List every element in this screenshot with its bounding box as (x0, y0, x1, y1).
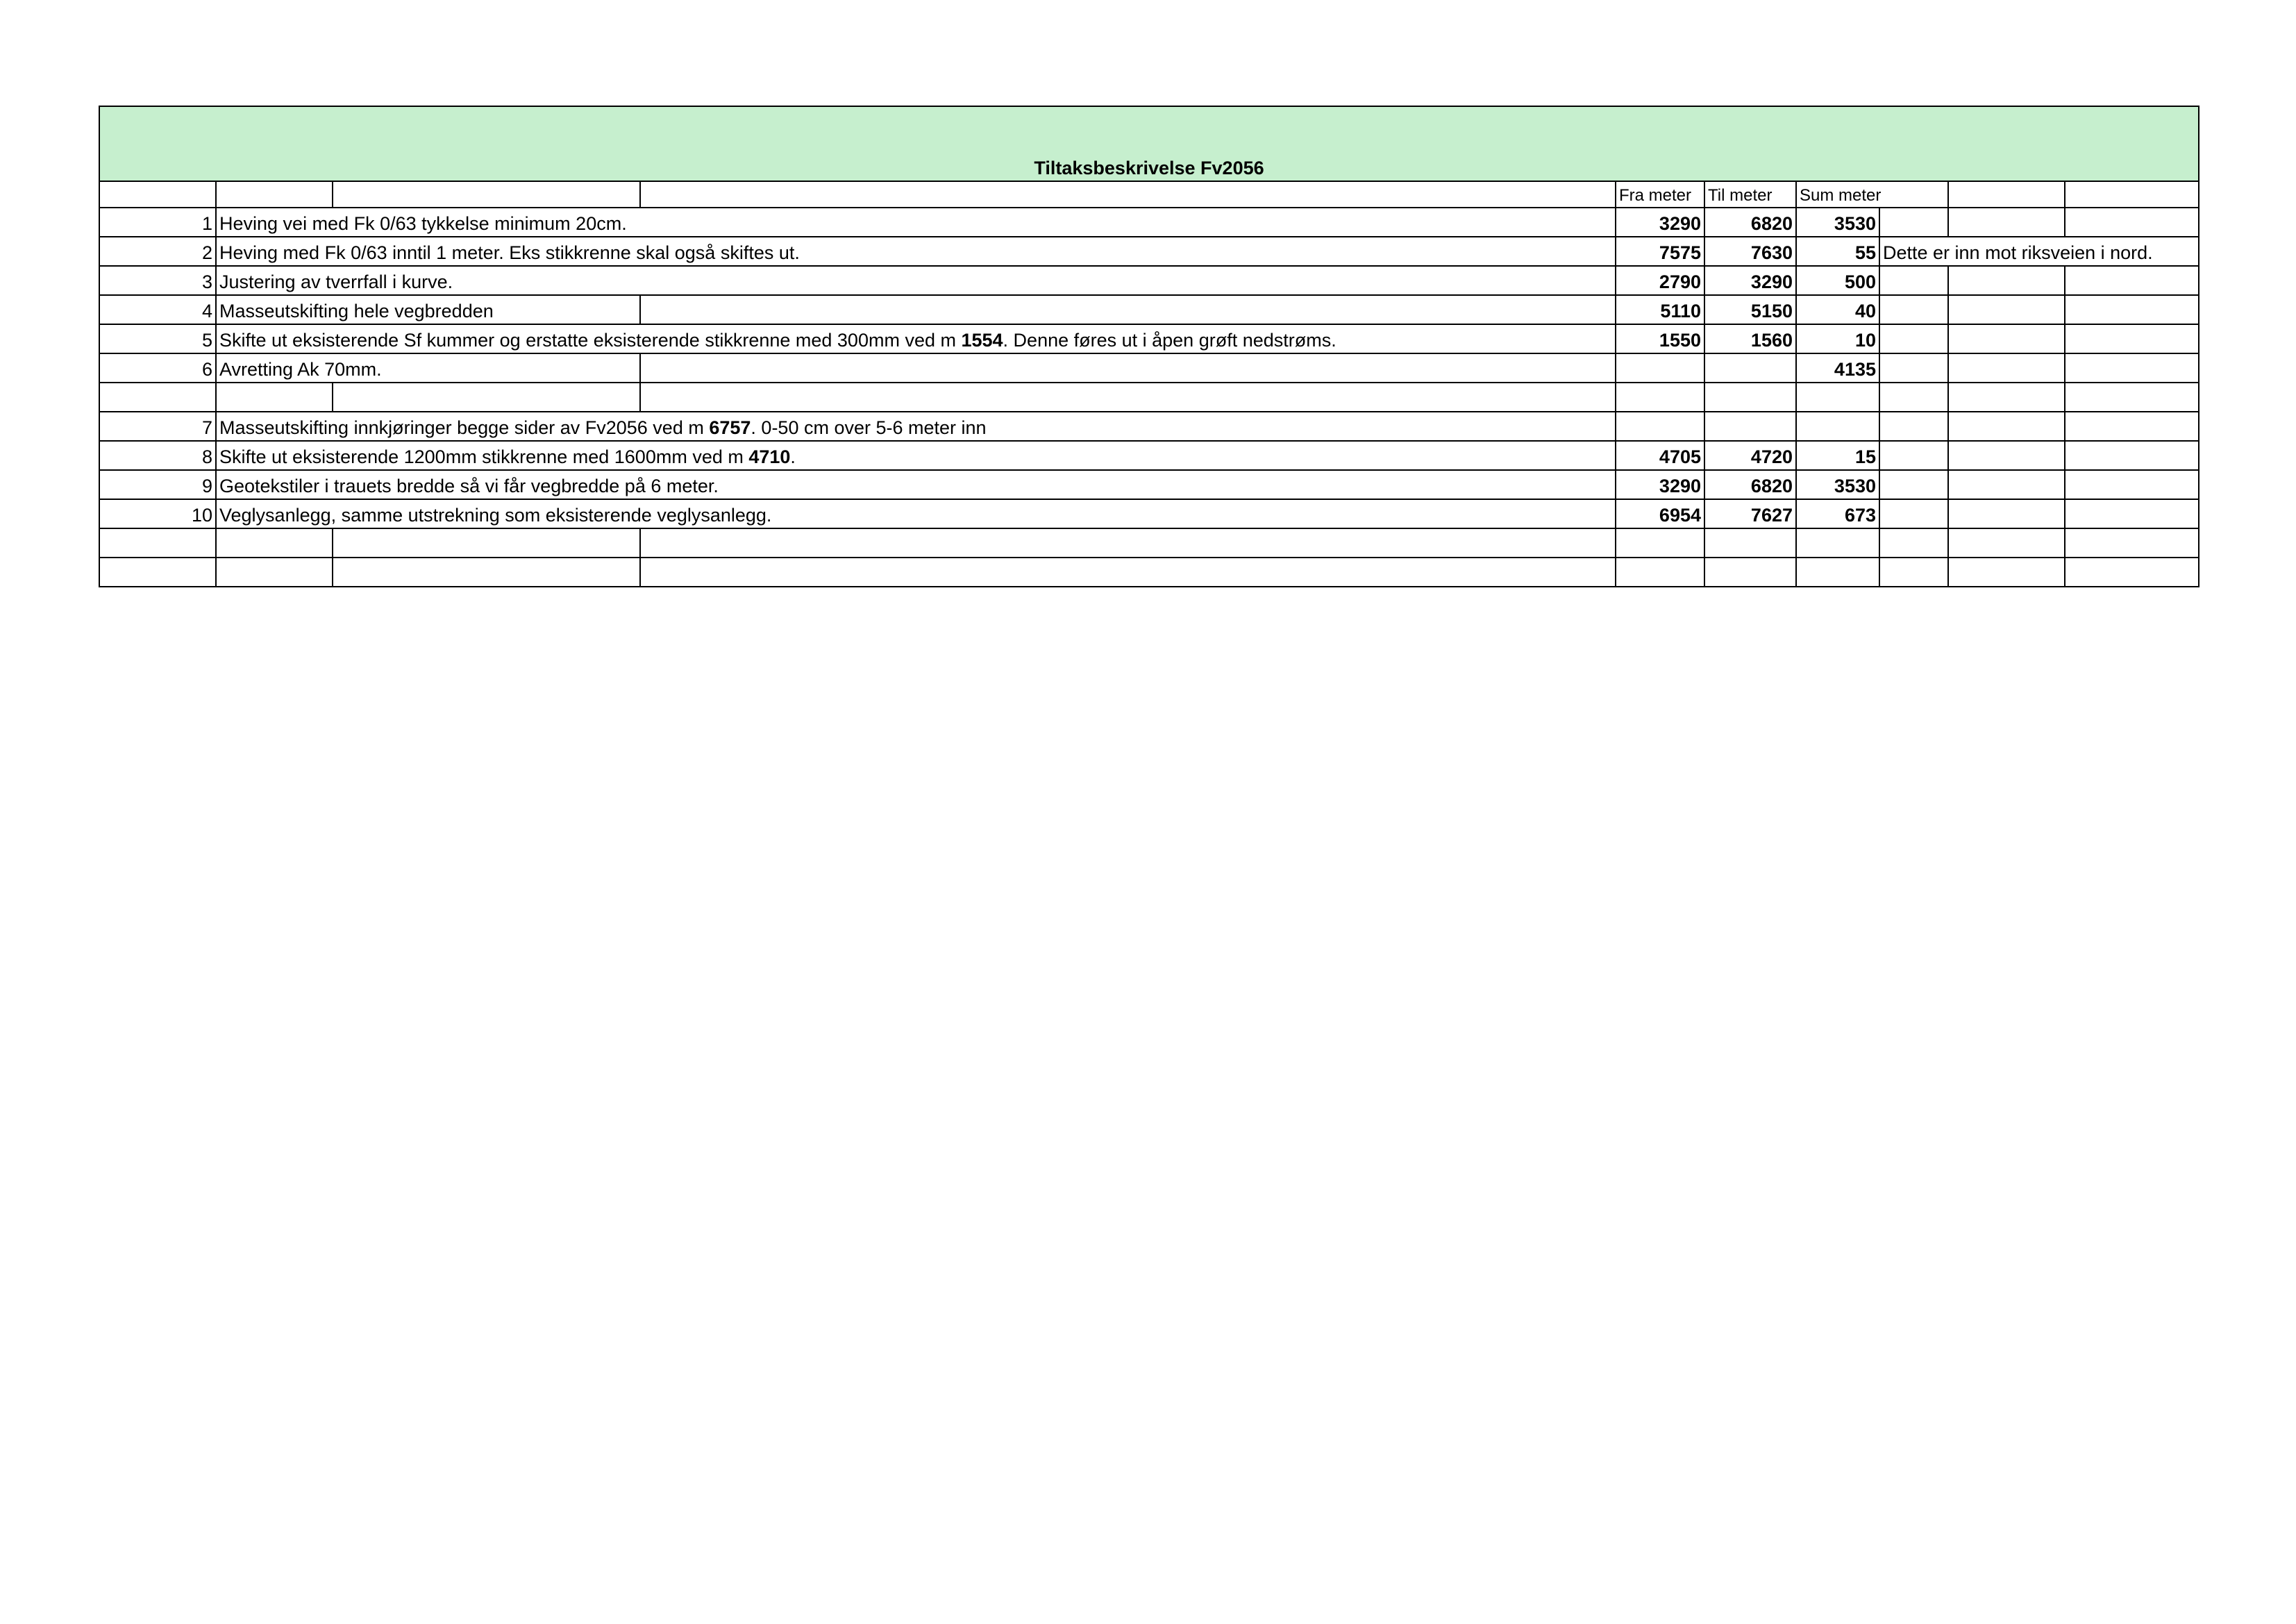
cell[interactable] (1616, 528, 1704, 558)
cell[interactable] (1879, 383, 1948, 412)
row-description[interactable]: Masseutskifting hele vegbredden (216, 295, 640, 324)
fra-meter-value[interactable]: 1550 (1616, 324, 1704, 353)
sum-meter-value[interactable]: 4135 (1796, 353, 1879, 383)
cell[interactable] (1879, 499, 1948, 528)
cell[interactable] (99, 558, 216, 587)
cell[interactable] (2065, 558, 2199, 587)
row-number[interactable]: 1 (99, 208, 216, 237)
cell[interactable] (2065, 470, 2199, 499)
cell[interactable] (216, 383, 333, 412)
row-description[interactable]: Heving vei med Fk 0/63 tykkelse minimum 20cm. (216, 208, 640, 237)
row-number[interactable]: 5 (99, 324, 216, 353)
cell[interactable] (2065, 499, 2199, 528)
til-meter-value[interactable]: 1560 (1704, 324, 1796, 353)
row-description[interactable]: Avretting Ak 70mm. (216, 353, 640, 383)
cell[interactable] (2065, 353, 2199, 383)
cell[interactable] (2065, 324, 2199, 353)
table-row (99, 324, 2199, 353)
til-meter-value[interactable]: 4720 (1704, 441, 1796, 470)
table-row (99, 383, 2199, 412)
cell[interactable] (1796, 383, 1879, 412)
fra-meter-value[interactable] (1616, 353, 1704, 383)
cell[interactable] (640, 181, 1616, 208)
cell[interactable] (1948, 558, 2065, 587)
cell[interactable] (640, 528, 1616, 558)
table-row (99, 499, 2199, 528)
row-description[interactable]: Geotekstiler i trauets bredde så vi får vegbredde på 6 meter. (216, 470, 1616, 499)
cell[interactable] (1704, 528, 1796, 558)
cell[interactable] (1879, 528, 1948, 558)
fra-meter-value[interactable]: 5110 (1616, 295, 1704, 324)
fra-meter-value[interactable]: 3290 (1616, 470, 1704, 499)
description-text: Masseutskifting innkjøringer begge sider av Fv2056 ved m (219, 417, 710, 438)
description-text: . Denne føres ut i åpen grøft nedstrøms. (1003, 330, 1336, 351)
cell[interactable] (1796, 528, 1879, 558)
cell[interactable] (1948, 353, 2065, 383)
cell[interactable] (2065, 295, 2199, 324)
cell[interactable] (1948, 208, 2065, 237)
cell[interactable] (333, 383, 640, 412)
cell[interactable] (2065, 528, 2199, 558)
cell[interactable] (333, 558, 640, 587)
til-meter-value[interactable]: 7627 (1704, 499, 1796, 528)
row-description[interactable]: Veglysanlegg, samme utstrekning som eksisterende veglysanlegg. (216, 499, 1616, 528)
cell[interactable] (640, 295, 1616, 324)
cell[interactable] (2065, 208, 2199, 237)
table-row (99, 558, 2199, 587)
cell[interactable] (99, 383, 216, 412)
row-description[interactable] (216, 441, 1616, 470)
table-row (99, 295, 2199, 324)
spreadsheet-table (99, 106, 2199, 587)
cell[interactable] (1879, 412, 1948, 441)
header-fra-meter[interactable]: Fra meter (1616, 181, 1704, 208)
sum-meter-value[interactable]: 3530 (1796, 208, 1879, 237)
til-meter-value[interactable] (1704, 412, 1796, 441)
cell[interactable] (1796, 558, 1879, 587)
table-row (99, 470, 2199, 499)
fra-meter-value[interactable]: 4705 (1616, 441, 1704, 470)
sum-meter-value[interactable]: 55 (1796, 237, 1879, 266)
til-meter-value[interactable]: 3290 (1704, 266, 1796, 295)
cell[interactable] (1879, 558, 1948, 587)
cell[interactable] (1948, 324, 2065, 353)
row-number[interactable]: 7 (99, 412, 216, 441)
sum-meter-value[interactable]: 500 (1796, 266, 1879, 295)
fra-meter-value[interactable]: 3290 (1616, 208, 1704, 237)
til-meter-value[interactable] (1704, 353, 1796, 383)
til-meter-value[interactable]: 6820 (1704, 470, 1796, 499)
cell[interactable] (1948, 181, 2065, 208)
station-marker: 6757 (709, 417, 751, 438)
cell[interactable] (1948, 441, 2065, 470)
description-text: . (790, 446, 796, 467)
header-sum-meter[interactable]: Sum meter (1796, 181, 1879, 208)
sum-meter-value[interactable]: 10 (1796, 324, 1879, 353)
cell[interactable] (2065, 441, 2199, 470)
cell[interactable] (99, 528, 216, 558)
sum-meter-value[interactable]: 40 (1796, 295, 1879, 324)
row-number[interactable]: 2 (99, 237, 216, 266)
table-row (99, 528, 2199, 558)
header-row (99, 181, 2199, 208)
table-row (99, 353, 2199, 383)
til-meter-value[interactable]: 7630 (1704, 237, 1796, 266)
header-til-meter[interactable]: Til meter (1704, 181, 1796, 208)
sum-meter-value[interactable] (1796, 412, 1879, 441)
cell[interactable] (1948, 528, 2065, 558)
cell[interactable] (2065, 412, 2199, 441)
cell[interactable] (1948, 295, 2065, 324)
row-number[interactable]: 6 (99, 353, 216, 383)
row-description[interactable]: Heving med Fk 0/63 inntil 1 meter. Eks stikkrenne skal også skiftes ut. (216, 237, 1616, 266)
row-description[interactable]: Justering av tverrfall i kurve. (216, 266, 1616, 295)
table-row (99, 237, 2199, 266)
cell[interactable] (1879, 181, 1948, 208)
fra-meter-value[interactable] (1616, 412, 1704, 441)
cell[interactable] (2065, 266, 2199, 295)
table-row (99, 412, 2199, 441)
cell[interactable] (640, 353, 1616, 383)
cell[interactable] (1879, 324, 1948, 353)
sum-meter-value[interactable]: 15 (1796, 441, 1879, 470)
table-row (99, 208, 2199, 237)
cell[interactable] (1948, 499, 2065, 528)
cell[interactable] (1948, 412, 2065, 441)
description-text: Skifte ut eksisterende Sf kummer og erstatte eksisterende stikkrenne med 300mm ved m (219, 330, 962, 351)
row-number[interactable]: 4 (99, 295, 216, 324)
row-description[interactable] (216, 412, 1616, 441)
table-row (99, 441, 2199, 470)
cell[interactable] (1948, 470, 2065, 499)
description-text: . 0-50 cm over 5-6 meter inn (751, 417, 987, 438)
cell[interactable] (1704, 383, 1796, 412)
row-number[interactable]: 3 (99, 266, 216, 295)
row-note[interactable]: Dette er inn mot riksveien i nord. (1879, 237, 2199, 266)
row-description[interactable] (216, 324, 1616, 353)
fra-meter-value[interactable]: 7575 (1616, 237, 1704, 266)
description-text: Skifte ut eksisterende 1200mm stikkrenne med 1600mm ved m (219, 446, 749, 467)
cell[interactable] (640, 558, 1616, 587)
cell[interactable] (1879, 470, 1948, 499)
cell[interactable] (216, 181, 333, 208)
cell[interactable] (333, 528, 640, 558)
row-number[interactable]: 8 (99, 441, 216, 470)
til-meter-value[interactable]: 6820 (1704, 208, 1796, 237)
cell[interactable] (1879, 295, 1948, 324)
cell[interactable] (333, 181, 640, 208)
cell[interactable] (1879, 353, 1948, 383)
station-marker: 4710 (748, 446, 791, 467)
cell[interactable] (2065, 181, 2199, 208)
cell[interactable] (1879, 208, 1948, 237)
cell[interactable] (216, 558, 333, 587)
cell[interactable] (216, 528, 333, 558)
cell[interactable] (1879, 266, 1948, 295)
table-row (99, 266, 2199, 295)
row-number[interactable]: 9 (99, 470, 216, 499)
sum-meter-value[interactable]: 673 (1796, 499, 1879, 528)
cell[interactable] (1616, 558, 1704, 587)
cell[interactable] (1616, 383, 1704, 412)
fra-meter-value[interactable]: 6954 (1616, 499, 1704, 528)
cell[interactable] (640, 383, 1616, 412)
cell[interactable] (640, 208, 1616, 237)
cell[interactable] (99, 181, 216, 208)
sum-meter-value[interactable]: 3530 (1796, 470, 1879, 499)
station-marker: 1554 (961, 330, 1003, 351)
cell[interactable] (2065, 383, 2199, 412)
cell[interactable] (1948, 383, 2065, 412)
cell[interactable] (1948, 266, 2065, 295)
fra-meter-value[interactable]: 2790 (1616, 266, 1704, 295)
row-number[interactable]: 10 (99, 499, 216, 528)
cell[interactable] (1879, 441, 1948, 470)
sheet-title[interactable]: Tiltaksbeskrivelse Fv2056 (99, 106, 2199, 181)
til-meter-value[interactable]: 5150 (1704, 295, 1796, 324)
cell[interactable] (1704, 558, 1796, 587)
